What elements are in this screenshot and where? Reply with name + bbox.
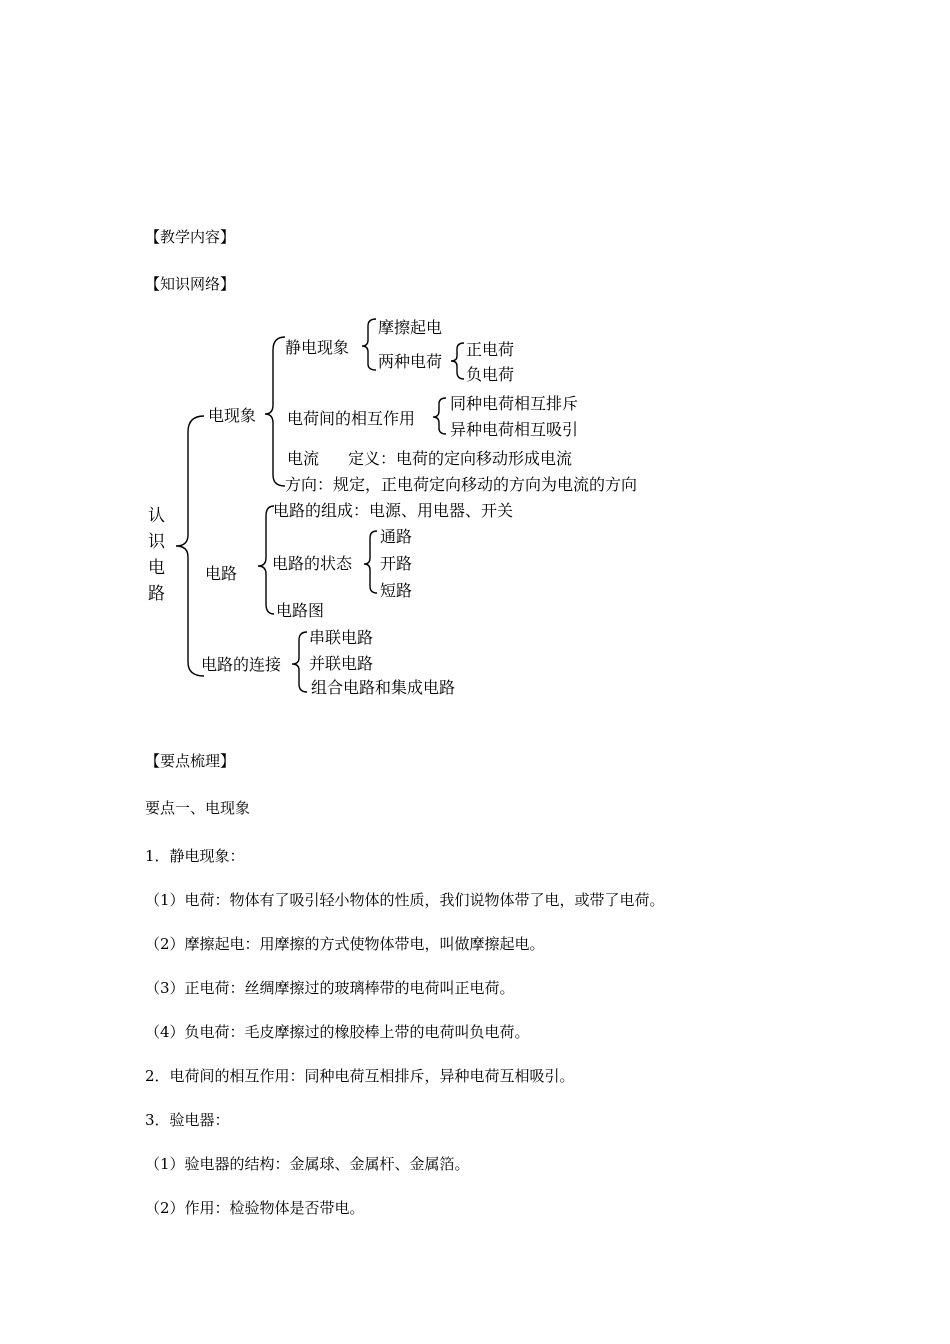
tree-parallel-circuit: 并联电路 — [309, 654, 374, 673]
tree-circuit-composition: 电路的组成：电源、用电器、开关 — [273, 501, 514, 520]
interaction-brace — [433, 398, 446, 434]
tree-charge-interaction: 电荷间的相互作用 — [287, 409, 416, 428]
tree-branch-electric-phenomena: 电现象 — [208, 406, 257, 425]
tree-root-char-3: 电 — [148, 558, 165, 578]
heading-knowledge-network: 【知识网络】 — [145, 275, 236, 293]
tree-current-direction: 方向：规定，正电荷定向移动的方向为电流的方向 — [285, 475, 638, 494]
tree-combo-circuit: 组合电路和集成电路 — [311, 678, 456, 697]
tree-current-definition: 定义：电荷的定向移动形成电流 — [348, 449, 573, 468]
tree-open-circuit: 开路 — [380, 554, 413, 573]
heading-teaching-content: 【教学内容】 — [145, 228, 236, 246]
static-brace — [362, 319, 376, 370]
heading-key-points: 【要点梳理】 — [145, 752, 236, 770]
b1-brace — [265, 337, 285, 486]
tree-short-circuit: 短路 — [380, 581, 413, 600]
state-brace — [364, 531, 377, 593]
tree-negative-charge: 负电荷 — [466, 365, 515, 384]
tree-current: 电流 — [287, 449, 320, 468]
body-paragraph: 2．电荷间的相互作用：同种电荷互相排斥，异种电荷互相吸引。 — [145, 1067, 575, 1085]
tree-closed-circuit: 通路 — [380, 527, 413, 546]
tree-static-phenomena: 静电现象 — [285, 338, 350, 357]
body-paragraph: （4）负电荷：毛皮摩擦过的橡胶棒上带的电荷叫负电荷。 — [145, 1023, 530, 1041]
body-paragraph: （1）验电器的结构：金属球、金属杆、金属箔。 — [145, 1155, 470, 1173]
tree-root-char-4: 路 — [148, 584, 165, 604]
body-paragraph: （1）电荷：物体有了吸引轻小物体的性质，我们说物体带了电，或带了电荷。 — [145, 891, 665, 909]
body-paragraph: 3．验电器： — [145, 1111, 230, 1129]
tree-positive-charge: 正电荷 — [466, 340, 515, 359]
tree-branch-circuit-connection: 电路的连接 — [201, 655, 282, 674]
root-brace — [176, 416, 204, 676]
tree-unlike-attract: 异种电荷相互吸引 — [450, 420, 579, 439]
tree-root-char-1: 认 — [148, 506, 165, 526]
tree-friction-charging: 摩擦起电 — [378, 318, 443, 337]
tree-circuit-diagram: 电路图 — [276, 601, 325, 620]
tree-like-repel: 同种电荷相互排斥 — [450, 394, 579, 413]
body-paragraph: （2）摩擦起电：用摩擦的方式使物体带电，叫做摩擦起电。 — [145, 935, 545, 953]
tree-circuit-state: 电路的状态 — [272, 554, 353, 573]
connection-brace — [292, 632, 307, 692]
body-paragraph: 要点一、电现象 — [145, 799, 251, 817]
body-paragraph: （2）作用：检验物体是否带电。 — [145, 1199, 365, 1217]
tree-series-circuit: 串联电路 — [309, 628, 374, 647]
tree-two-charges: 两种电荷 — [378, 352, 443, 371]
tree-root-char-2: 识 — [148, 532, 165, 552]
body-paragraph: 1．静电现象： — [145, 847, 245, 865]
body-paragraph: （3）正电荷：丝绸摩擦过的玻璃棒带的电荷叫正电荷。 — [145, 979, 515, 997]
two-charges-brace — [451, 343, 464, 379]
tree-branch-circuit: 电路 — [205, 564, 238, 583]
